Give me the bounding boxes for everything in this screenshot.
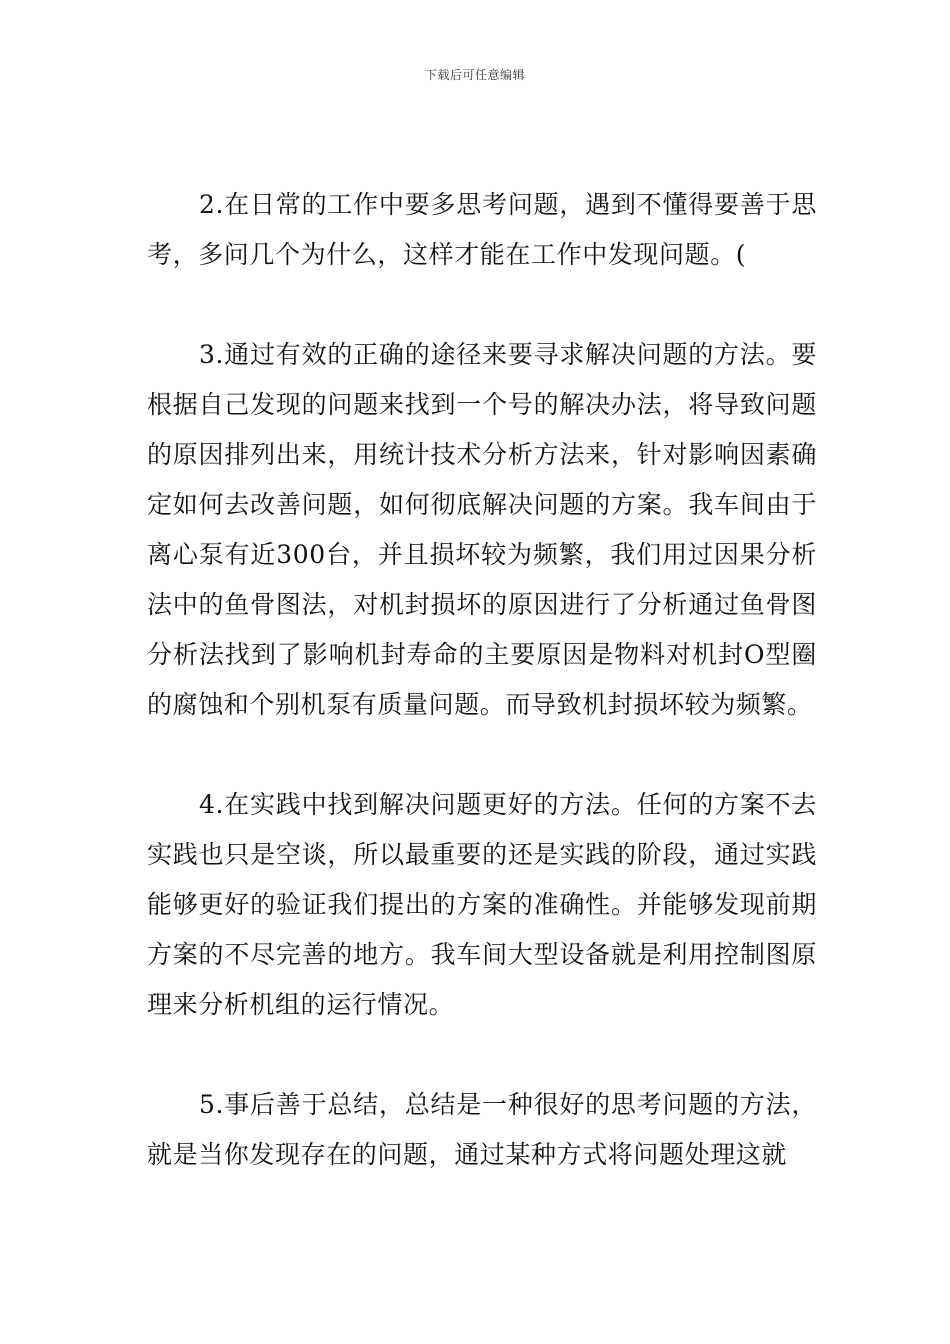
paragraph-5: 5.事后善于总结，总结是一种很好的思考问题的方法，就是当你发现存在的问题，通过某种方式将问题处理这就 [147, 1090, 817, 1169]
paragraph-2: 2.在日常的工作中要多思考问题，遇到不懂得要善于思考，多问几个为什么，这样才能在工作中发现问题。( [147, 190, 817, 269]
paragraph-3: 3.通过有效的正确的途径来要寻求解决问题的方法。要根据自己发现的问题来找到一个号的解决办法，将导致问题的原因排列出来，用统计技术分析方法来，针对影响因素确定如何去改善问题，如何彻底解决问题的方案。我车间由于离心泵有近300台，并且损坏较为频繁，我们用过因果分析法中的鱼骨图法，对机封损坏的原因进行了分析通过鱼骨图分析法找到了影响机封寿命的主要原因是物料对机封O型圈的腐蚀和个别机泵有质量问题。而导致机封损坏较为频繁。 [147, 340, 817, 719]
document-body [147, 180, 817, 1180]
page-header: 下载后可任意编辑 [424, 68, 525, 82]
paragraph-4: 4.在实践中找到解决问题更好的方法。任何的方案不去实践也只是空谈，所以最重要的还是实践的阶段，通过实践能够更好的验证我们提出的方案的准确性。并能够发现前期方案的不尽完善的地方。我车间大型设备就是利用控制图原理来分析机组的运行情况。 [147, 790, 817, 1019]
